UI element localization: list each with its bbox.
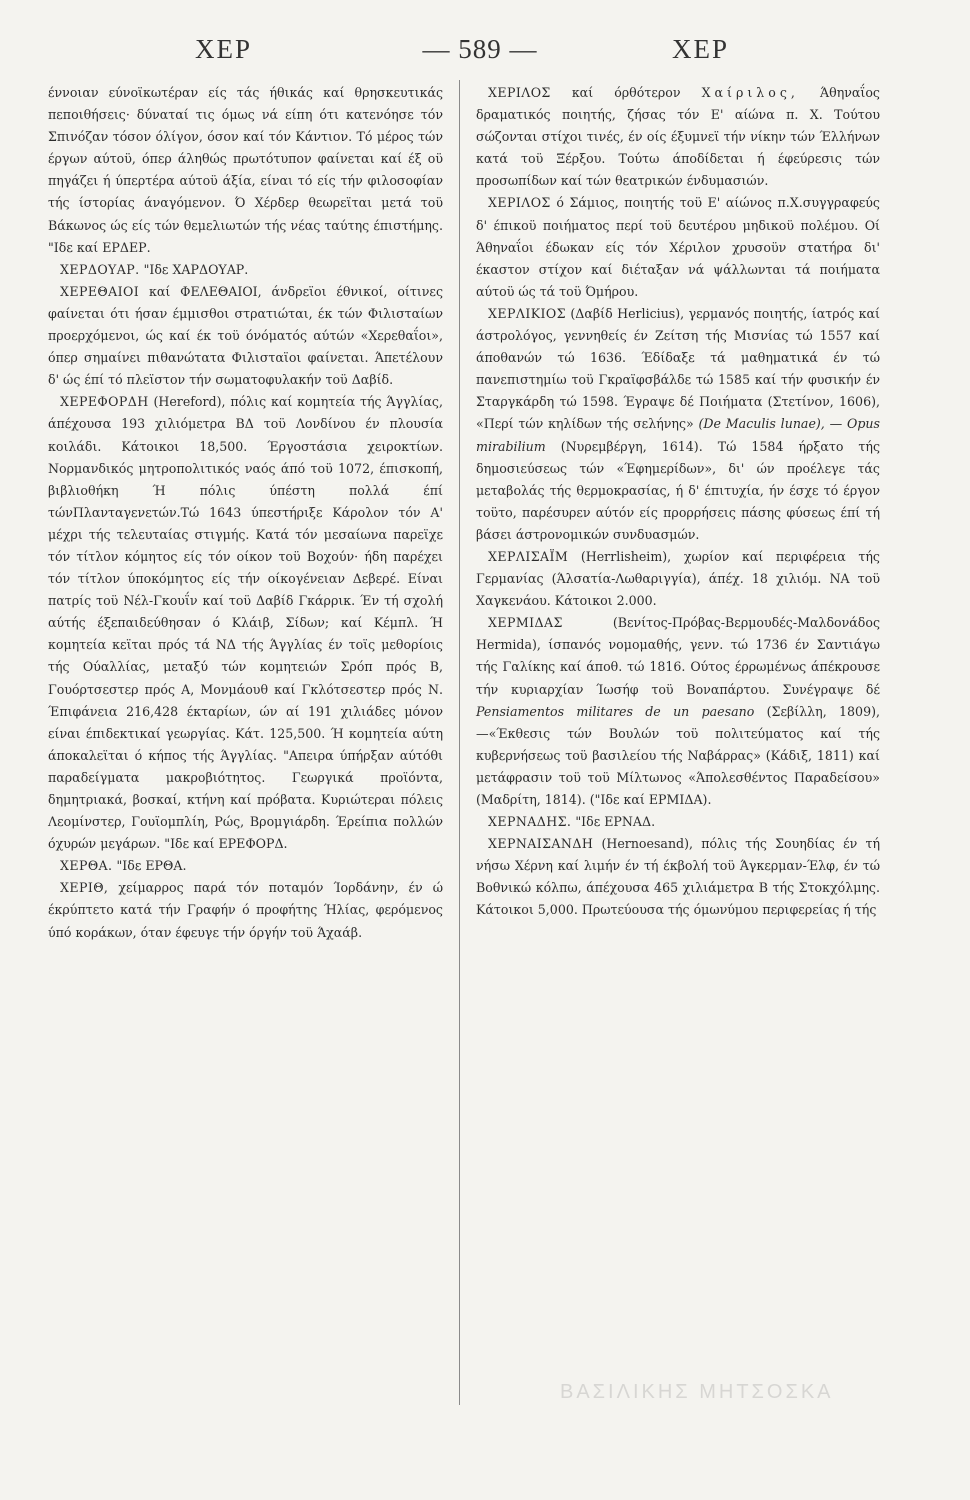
entry-xerdouar: ΧΕΡΔΟΥΑΡ. "Ιδε ΧΑΡΔΟΥΑΡ. <box>60 261 249 277</box>
headword: ΧΕΡΘΑ. <box>60 858 113 874</box>
entry-xermidas: ΧΕΡΜΙΔΑΣ (Βενίτος-Πρόβας-Βερμουδές-Μαλδονάδος Hermida), ίσπανός νομομαθής, γενν. τώ 1736 έν Σαντιάγω τής Γαλίκης καί άποθ. τώ 1816. Ούτος έρρωμένως άπέκρουσε τήν κυριαρχίαν Ίωσήφ τοϋ Βοναπάρτου. Συνέγραψε δέ Pensiamentos militares de un paesano (Σεβίλλη, 1809),—«Έκθεσις τών Βουλών τοϋ πολιτεύματος καί τής κυβερνήσεως τοϋ βασιλείου τής Ναβάρρας» (Κάδιξ, 1811) καί μετάφρασιν τοϋ τοϋ Μίλτωνος «Άπολεσθέντος Παραδείσου» (Μαδρίτη, 1814). ("Ιδε καί ΕΡΜΙΔΑ). <box>476 615 880 807</box>
entry-xernaisande: ΧΕΡΝΑΙΣΑΝΔΗ (Hernoesand), πόλις τής Σουηδίας έν τή νήσω Χέρνη καί λιμήν έν τή έκβολή τοϋ Άγκερμαν-Έλφ, έν τώ Βοθνικώ κόλπω, άπέχουσα 465 χιλιάμετρα Β τής Στοκχόλμης. Κάτοικοι 5,000. Πρωτεύουσα τής όμωνύμου περιφερείας ή τής <box>476 836 880 918</box>
headword: ΧΕΡΙΛΟΣ <box>488 85 551 100</box>
entry-xerith: ΧΕΡΙΘ, χείμαρρος παρά τόν ποταμόν Ίορδάνην, έν ώ έκρύπτετο κατά τήν Γραφήν ό προφήτης Ήλίας, φερόμενος ύπό κοράκων, όταν έφευγε τήν όργήν τοϋ Άχαάβ. <box>48 880 443 940</box>
library-watermark: ΒΑΣΙΛΙΚΗΣ ΜΗΤΣΟΣΚΑ <box>560 1381 834 1403</box>
entry-xerlikios: ΧΕΡΛΙΚΙΟΣ (Δαβίδ Herlicius), γερμανός ποιητής, ίατρός καί άστρολόγος, γεννηθείς έν Ζείτση τής Μισνίας τώ 1557 καί άποθανών τώ 1636. Έδίδαξε τά μαθηματικά έν τώ πανεπιστημίω τοϋ Γκραϊφσβάλδε τώ 1585 καί τήν φυσικήν έν Σταργκάρδη τώ 1598. Έγραψε δέ Ποιήματα (Στετίνον, 1606), «Περί τών κηλίδων τής σελήνης» (De Maculis lunae), — Opus mirabilium (Νυρεμβέργη, 1614). Τώ 1584 ήρξατο τής δημοσιεύσεως τών «Έφημερίδων», δι' ών προέλεγε τάς μεταβολάς τής θερμοκρασίας, ή δ' έπιτυχία, ήν έσχε τό έργον τοϋτο, παρέσυρεν αύτόν είς προρρήσεις πάσης φύσεως έπί τή βάσει άστρονομικών συνδυασμών. <box>476 305 880 542</box>
entry-xerilos-2: ΧΕΡΙΛΟΣ ό Σάμιος, ποιητής τοϋ Ε' αίώνος π.Χ.συγγραφεύς δ' έπικοϋ ποιήματος περί τοϋ δευτέρου μηδικοϋ πολέμου. Οί Άθηναΐοι έδωκαν είς τόν Χέριλον χρυσοϋν στατήρα δι' έκαστον στίχον καί διέταξαν νά ψάλλωνται τά ποιήματα αύτοϋ ώς τά τοϋ Όμήρου. <box>476 195 880 299</box>
entry-xerlisaim: ΧΕΡΛΙΣΑΪΜ (Herrlisheim), χωρίον καί περιφέρεια τής Γερμανίας (Άλσατία-Λωθαριγγία), άπέχ. 18 χιλιόμ. ΝΑ τοϋ Χαγκενάου. Κάτοικοι 2.000. <box>476 548 880 609</box>
right-column <box>476 82 880 922</box>
entry-xertha: ΧΕΡΘΑ. "Ιδε ΕΡΘΑ. <box>60 858 187 874</box>
entry-xerethaioi: ΧΕΡΕΘΑΙΟΙ καί ΦΕΛΕΘΑΙΟΙ, άνδρεϊοι έθνικοί, οίτινες φαίνεται ότι ήσαν έμμισθοι στρατιώται, έκ τών Φιλισταίων προερχόμενοι, ώς καί έκ τοϋ όνόματός αύτών «Χερεθαΐοι», όπερ σημαίνει πιθανώτατα Φιλισταϊοι φαίνεται. Άπετέλουν δ' ώς έπί τό πλεϊστον τήν σωματοφυλακήν τοϋ Δαβίδ. <box>48 283 443 388</box>
entry-xernades: ΧΕΡΝΑΔΗΣ. "Ιδε ΕΡΝΑΔ. <box>488 814 656 830</box>
headword: ΧΕΡΙΘ, <box>60 880 109 896</box>
headword: ΧΕΡΔΟΥΑΡ. <box>60 261 140 277</box>
spaced-name: Χαίριλος, <box>701 85 799 100</box>
running-head-right: ΧΕΡ <box>672 34 730 64</box>
page-header <box>0 28 970 78</box>
headword: ΧΕΡΝΑΔΗΣ. <box>488 814 572 830</box>
page-number: — 589 — <box>422 34 538 64</box>
headword: ΧΕΡΕΦΟΡΔΗ <box>60 394 149 410</box>
headword: ΧΕΡΙΛΟΣ <box>488 195 551 211</box>
column-divider <box>459 80 460 1405</box>
entry-xerilos-1: ΧΕΡΙΛΟΣ καί όρθότερον Χαίριλος, Άθηναΐος δραματικός ποιητής, ζήσας τόν Ε' αίώνα π. Χ. Τούτου σώζονται στίχοι τινές, έν οίς έξυμνεϊ τήν νίκην τών Έλλήνων κατά τοϋ Ξέρξου. Τούτω άποδίδεται ή έφεύρεσις τών προσωπίδων καί τών θεατρικών ένδυμασιών. <box>476 85 880 189</box>
entry-continuation: έννοιαν εύνοϊκωτέραν είς τάς ήθικάς καί θρησκευτικάς πεποιθήσεις· δύναταί τις όμως νά είπη ότι κατενόησε τόν Σπινόζαν τόσον όλίγον, όσον καί τόν Κάντιον. Τό μέρος τών έργων αύτοϋ, όπερ άληθώς πρωτότυπον φαίνεται καί έξ οϋ πηγάζει ή ύπερτέρα αύτοϋ άξία, είναι τό είς τήν φιλοσοφίαν τής ίστορίας άναγόμενον. Ό Χέρδερ θεωρεϊται μετά τοϋ Βάκωνος ώς είς τών θεμελιωτών τής νέας ταύτης έπιστήμης. "Ιδε καί ΕΡΔΕΡ. <box>48 85 443 255</box>
running-head-left: ΧΕΡ <box>195 34 253 64</box>
headword: ΧΕΡΛΙΣΑΪΜ <box>488 548 569 564</box>
headword: ΧΕΡΛΙΚΙΟΣ <box>488 305 566 321</box>
left-column <box>48 82 443 944</box>
latin-title: Pensiamentos militares de un paesano <box>476 703 755 719</box>
entry-xereforde: ΧΕΡΕΦΟΡΔΗ (Hereford), πόλις καί κομητεία τής Άγγλίας, άπέχουσα 193 χιλιόμετρα ΒΔ τοϋ Λονδίνου έν πλουσία κοιλάδι. Κάτοικοι 18,500. Έργοστάσια χειροκτίων. Νορμανδικός μητροπολιτικός ναός άπό τοϋ 1072, έπισκοπή, βιβλιοθήκη Ή πόλις ύπέστη πολλά έπί τώνΠλανταγενετών.Τώ 1643 ύπεστήριξε Κάρολον τόν Α' μέχρι τής τελευταίας στιγμής. Κατά τόν μεσαίωνα παρεϊχε τόν τίτλον κόμητος είς τόν οίκον τοϋ Βοχούν· ήδη παρέχει τόν τίτλον ύποκόμητος είς τήν οίκογένειαν Δεβερέ. Είναι πατρίς τοϋ Νέλ-Γκουΐν καί τοϋ Δαβίδ Γκάρρικ. Έν τή σχολή αύτής έξεπαιδεύθησαν ό Κλάιβ, Σίδων; καί Κέμπλ. Ή κομητεία κεϊται πρός τά ΝΔ τής Άγγλίας έν τοϊς μεθορίοις τής Ούαλλίας, μεταξύ τών κομητειών Σρόπ πρός Β, Γουόρτσεστερ πρός Α, Μονμάουθ καί Γκλότσεστερ πρός Ν. Έπιφάνεια 216,428 έκταρίων, ών αί 191 χιλιάδες μόνον είναι έπιδεκτικαί γεωργίας. Κάτ. 125,500. Ή κομητεία αύτη άποκαλεϊται ό κήπος τής Άγγλίας. "Απειρα ύπήρξαν αύτόθι παραδείγματα μακροβιότητος. Γεωργικά προϊόντα, δημητριακά, βοσκαί, κτήνη καί πρόβατα. Κυριώτεραι πόλεις Λεομίνστερ, Γουϊομπλίη, Ρώς, Βρομγιάρδη. Έρείπια πολλών όχυρών μεγάρων. "Ιδε καί ΕΡΕΦΟΡΔ. <box>48 394 443 852</box>
headword: ΧΕΡΜΙΔΑΣ <box>488 615 563 631</box>
headword: ΧΕΡΝΑΙΣΑΝΔΗ <box>488 836 594 852</box>
headword: ΧΕΡΕΘΑΙΟΙ <box>60 283 140 299</box>
latin-title: (De Maculis lunae), — Opus mirabilium <box>476 416 880 454</box>
